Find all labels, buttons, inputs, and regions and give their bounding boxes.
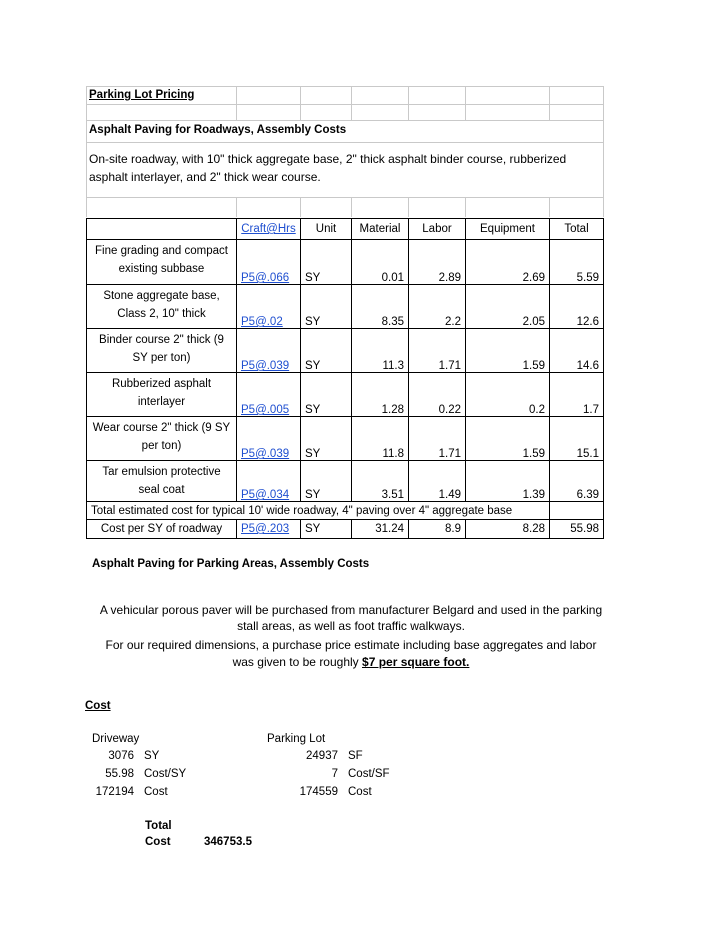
row-unit: SY <box>301 417 352 461</box>
row-equipment: 1.59 <box>466 329 550 373</box>
table-header-row <box>87 219 604 240</box>
header-unit: Unit <box>301 219 352 240</box>
sum-total: 55.98 <box>550 520 604 539</box>
row-craft-link[interactable]: P5@.02 <box>237 285 301 329</box>
row-description: Stone aggregate base, Class 2, 10" thick <box>87 285 237 329</box>
row-labor: 1.71 <box>409 417 466 461</box>
row-equipment: 1.39 <box>466 461 550 502</box>
row-equipment: 1.59 <box>466 417 550 461</box>
row-unit: SY <box>301 373 352 417</box>
total-note-blank <box>550 502 604 520</box>
sum-unit: SY <box>301 520 352 539</box>
page-title: Parking Lot Pricing <box>89 89 195 101</box>
row-total: 5.59 <box>550 240 604 285</box>
row-craft-link[interactable]: P5@.039 <box>237 417 301 461</box>
row-material: 11.8 <box>352 417 409 461</box>
header-material: Material <box>352 219 409 240</box>
parking-para2-line1: For our required dimensions, a purchase price estimate including base aggregates and labor <box>105 638 597 652</box>
row-total: 12.6 <box>550 285 604 329</box>
row-material: 3.51 <box>352 461 409 502</box>
parking-lot-rate-unit: Cost/SF <box>348 768 390 780</box>
roadway-heading: Asphalt Paving for Roadways, Assembly Costs <box>89 124 347 136</box>
parking-lot-qty-unit: SF <box>348 750 363 762</box>
parking-lot-cost: 174559 <box>299 786 338 798</box>
row-material: 0.01 <box>352 240 409 285</box>
header-description <box>87 219 237 240</box>
driveway-qty-unit: SY <box>144 750 160 762</box>
row-description: Wear course 2" thick (9 SY per ton) <box>87 417 237 461</box>
parking-heading: Asphalt Paving for Parking Areas, Assembly Costs <box>92 558 370 570</box>
driveway-qty: 3076 <box>108 750 134 762</box>
driveway-label: Driveway <box>92 733 140 745</box>
parking-lot-rate: 7 <box>331 768 338 780</box>
row-material: 1.28 <box>352 373 409 417</box>
parking-para1-line2: stall areas, as well as foot traffic walkways. <box>237 619 465 633</box>
sum-craft-link[interactable]: P5@.203 <box>237 520 301 539</box>
header-labor: Labor <box>409 219 466 240</box>
row-description: Rubberized asphalt interlayer <box>87 373 237 417</box>
row-craft-link[interactable]: P5@.005 <box>237 373 301 417</box>
sum-material: 31.24 <box>352 520 409 539</box>
sum-row <box>87 520 604 539</box>
table-row <box>87 417 604 461</box>
row-total: 15.1 <box>550 417 604 461</box>
driveway-cost-unit: Cost <box>144 786 168 798</box>
roadway-cost-table <box>86 218 604 539</box>
driveway-rate-unit: Cost/SY <box>144 768 187 780</box>
row-description: Tar emulsion protective seal coat <box>87 461 237 502</box>
parking-lot-cost-unit: Cost <box>348 786 372 798</box>
sum-labor: 8.9 <box>409 520 466 539</box>
header-craft-hrs[interactable]: Craft@Hrs <box>237 219 301 240</box>
row-material: 8.35 <box>352 285 409 329</box>
row-description: Fine grading and compact existing subbase <box>87 240 237 285</box>
row-description: Binder course 2" thick (9 SY per ton) <box>87 329 237 373</box>
total-label-line1: Total <box>145 820 172 832</box>
row-equipment: 2.69 <box>466 240 550 285</box>
row-material: 11.3 <box>352 329 409 373</box>
table-row <box>87 461 604 502</box>
table-row <box>87 285 604 329</box>
row-labor: 0.22 <box>409 373 466 417</box>
parking-para1-line1: A vehicular porous paver will be purchased from manufacturer Belgard and used in the parking <box>99 603 603 617</box>
row-total: 14.6 <box>550 329 604 373</box>
row-total: 6.39 <box>550 461 604 502</box>
parking-para2-line2: was given to be roughly $7 per square foot. <box>232 655 470 669</box>
row-labor: 1.71 <box>409 329 466 373</box>
row-equipment: 0.2 <box>466 373 550 417</box>
sum-description: Cost per SY of roadway <box>87 520 237 539</box>
row-labor: 1.49 <box>409 461 466 502</box>
row-craft-link[interactable]: P5@.066 <box>237 240 301 285</box>
row-equipment: 2.05 <box>466 285 550 329</box>
roadway-desc-line2: asphalt interlayer, and 2" thick wear course. <box>89 170 321 184</box>
parking-lot-qty: 24937 <box>306 750 338 762</box>
table-row <box>87 329 604 373</box>
table-row <box>87 240 604 285</box>
row-craft-link[interactable]: P5@.034 <box>237 461 301 502</box>
total-note-row <box>87 502 604 520</box>
cost-heading: Cost <box>85 700 111 712</box>
header-total: Total <box>550 219 604 240</box>
row-total: 1.7 <box>550 373 604 417</box>
header-equipment: Equipment <box>466 219 550 240</box>
driveway-cost: 172194 <box>95 786 134 798</box>
sum-equipment: 8.28 <box>466 520 550 539</box>
roadway-desc-line1: On-site roadway, with 10" thick aggregate base, 2" thick asphalt binder course, rubberized <box>89 152 567 166</box>
table-row <box>87 373 604 417</box>
price-per-sqft: $7 per square foot. <box>362 655 470 669</box>
total-note: Total estimated cost for typical 10' wide roadway, 4" paving over 4" aggregate base <box>87 502 550 520</box>
driveway-rate: 55.98 <box>105 768 134 780</box>
row-labor: 2.2 <box>409 285 466 329</box>
row-unit: SY <box>301 461 352 502</box>
total-value: 346753.5 <box>204 836 252 848</box>
total-label-line2: Cost <box>145 836 171 848</box>
row-unit: SY <box>301 285 352 329</box>
row-labor: 2.89 <box>409 240 466 285</box>
parking-lot-label: Parking Lot <box>267 733 326 745</box>
row-craft-link[interactable]: P5@.039 <box>237 329 301 373</box>
row-unit: SY <box>301 240 352 285</box>
row-unit: SY <box>301 329 352 373</box>
